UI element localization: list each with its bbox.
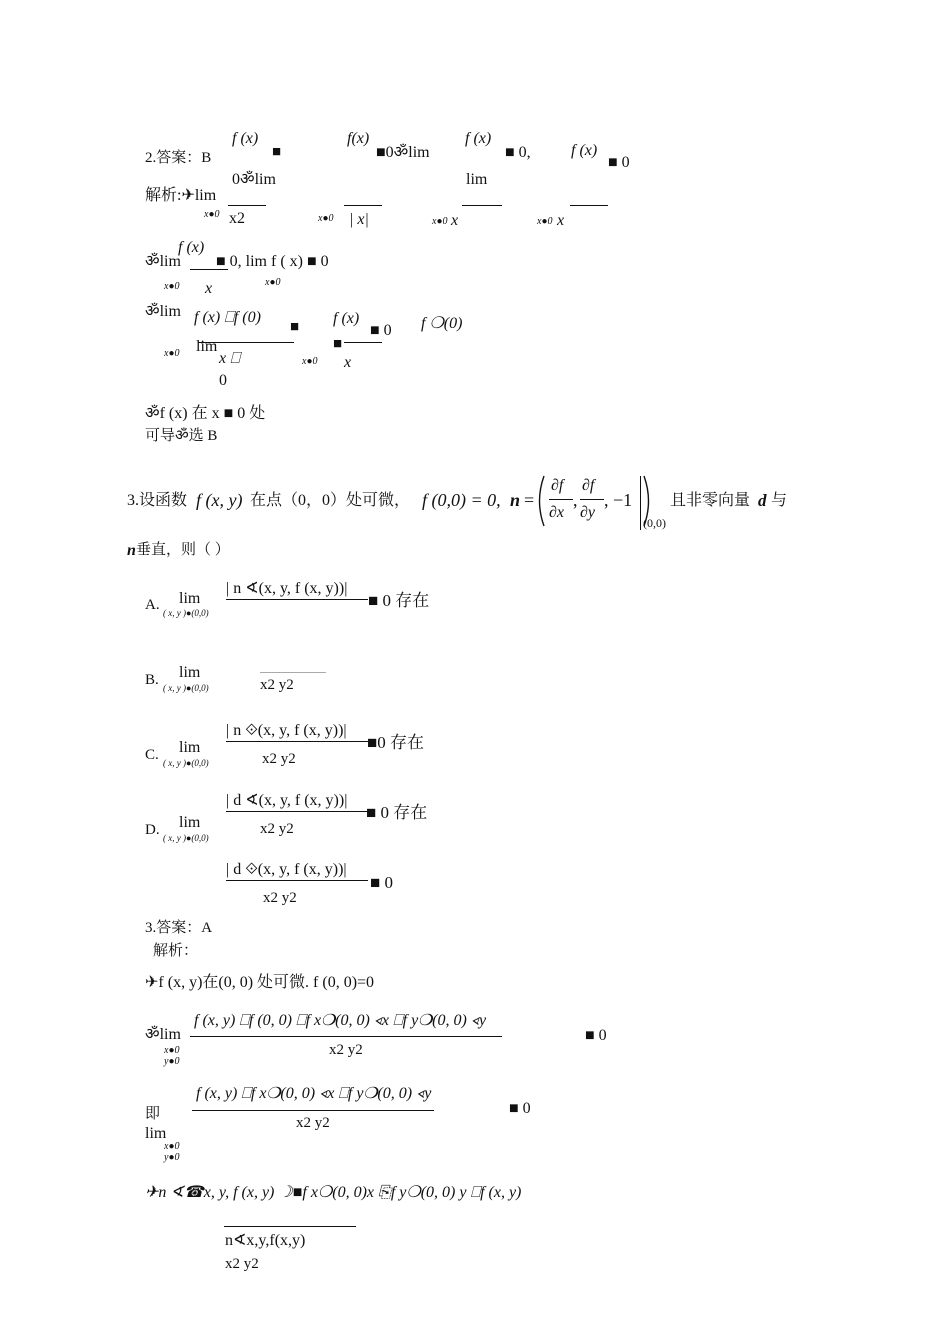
a2-fraction-bar-4	[570, 205, 608, 206]
a2-x3: x	[451, 212, 459, 229]
a2-fraction-bar-3	[462, 205, 502, 206]
q3-optD-label: D.	[145, 822, 160, 838]
a2-conclusion-2: 可导ॐ选 B	[145, 428, 218, 444]
a2-mid: ■0ॐlim	[376, 144, 430, 161]
q3-stem-cond: f (0,0) = 0,	[422, 490, 501, 510]
q3-optA-sub: ( x, y )●(0,0)	[163, 608, 209, 618]
a3-l3-lim: lim	[145, 1125, 167, 1142]
a2-r4-sub-1: x●0	[164, 281, 180, 292]
a2-conclusion-1: ॐf (x) 在 x ■ 0 处	[145, 405, 266, 422]
a2-r4-rest: ■ 0, lim f ( x) ■ 0	[216, 253, 329, 270]
a3-l3-den: x2 y2	[296, 1115, 330, 1131]
q3-optE-den: x2 y2	[263, 890, 297, 906]
q3-stem-c: 且非零向量	[670, 492, 751, 509]
a2-r5-bar-2	[344, 342, 382, 343]
q3-optA-label: A.	[145, 597, 160, 613]
a2-sub-3: x●0	[432, 216, 448, 227]
a2-x2: x2	[229, 210, 245, 227]
q3-stem-part1-bar	[549, 499, 573, 500]
a2-r5-lim: ॐlim	[145, 303, 181, 320]
q3-optA-num: | n ∢(x, y, f (x, y))|	[226, 580, 348, 597]
a3-l3-num: f (x, y) ⎕f x❍(0, 0) ∢x ⎕f y❍(0, 0) ∢y	[196, 1085, 432, 1102]
a2-r6-sub-1: x●0	[164, 348, 180, 359]
a2-r5-fx: f (x)	[333, 310, 360, 327]
a3-l3-ji: 即	[145, 1106, 161, 1122]
a3-line-4: ✈n ∢☎x, y, f (x, y) ☽■f x❍(0, 0)x ⎘f y❍(0, 0) y ⎕f (x, y)	[145, 1184, 522, 1201]
a2-r5-eq0: ■ 0	[370, 322, 392, 339]
a2-r6-sym: ■	[333, 336, 343, 352]
a2-eq0-c: ■ 0,	[505, 144, 531, 161]
q3-optD-lim: lim	[179, 814, 201, 831]
q3-stem-evalbar	[640, 476, 641, 530]
q3-optC-bar	[226, 741, 368, 742]
a3-l5-num: n∢x,y,f(x,y)	[225, 1232, 306, 1249]
q3-optB-den: x2 y2	[260, 677, 294, 693]
a2-title: 2.答案：B	[145, 150, 212, 166]
q3-stem-part1-num: ∂f	[551, 477, 564, 494]
a3-l5-bar	[224, 1226, 356, 1227]
q3-optA-bar	[226, 599, 368, 600]
q3-stem-at: (0,0)	[643, 516, 666, 530]
q3-optA-tail: ■ 0 存在	[368, 591, 430, 610]
a3-l3-bar	[192, 1110, 434, 1111]
q3-optD-bar	[226, 811, 368, 812]
a2-absx: | x|	[349, 211, 369, 228]
q3-optE-bar	[226, 880, 368, 881]
a3-l5-den: x2 y2	[225, 1256, 259, 1272]
a2-fx-2: f(x)	[347, 130, 370, 147]
q3-stem-line2-n: n	[127, 542, 136, 559]
q3-stem-n: n	[510, 490, 521, 510]
q3-optC-den: x2 y2	[262, 751, 296, 767]
a2-sub-1: x●0	[204, 209, 220, 220]
a2-r4-sub-2: x●0	[265, 277, 281, 288]
q3-optB-label: B.	[145, 672, 159, 688]
a3-l3-tail: ■ 0	[509, 1100, 531, 1117]
a3-l2-sub-1: x●0	[164, 1045, 180, 1056]
a2-fraction-bar-1	[228, 205, 266, 206]
a2-fx-4: f (x)	[571, 142, 598, 159]
a3-sub: 解析：	[153, 943, 199, 959]
q3-stem-eq: =	[524, 490, 535, 510]
q3-optD-sub: ( x, y )●(0,0)	[163, 833, 209, 843]
a3-l3-sub-2: y●0	[164, 1152, 180, 1163]
a3-l2-bar	[190, 1036, 502, 1037]
a3-title: 3.答案：A	[145, 920, 213, 936]
q3-optB-lim: lim	[179, 664, 201, 681]
q3-stem-a: 3.设函数	[127, 492, 188, 509]
q3-optD-num: | d ∢(x, y, f (x, y))|	[226, 792, 348, 809]
a2-x4: x	[557, 212, 565, 229]
a2-eq0-d: ■ 0	[608, 154, 630, 171]
a3-l2-sub-2: y●0	[164, 1056, 180, 1067]
q3-stem-part2-num: ∂f	[582, 477, 595, 494]
a2-r5-eq: ■	[290, 319, 300, 335]
q3-stem-fxy: f (x, y)	[196, 490, 243, 510]
a2-r4-x: x	[205, 280, 213, 297]
q3-optB-bar	[260, 672, 326, 673]
a2-r6-lim: lim	[196, 338, 218, 355]
q3-optE-tail: ■ 0	[370, 873, 394, 892]
a3-l2-tail: ■ 0	[585, 1027, 607, 1044]
q3-stem-comma: ,	[573, 490, 578, 510]
q3-optC-num: | n ⟐(x, y, f (x, y))|	[226, 722, 347, 739]
a2-r4-lim: ॐlim	[145, 253, 181, 270]
a2-lim-a: 0ॐlim	[232, 171, 276, 188]
a3-line-1: ✈f (x, y)在(0, 0) 处可微. f (0, 0)=0	[145, 974, 375, 991]
q3-optC-tail: ■0 存在	[367, 733, 425, 752]
q3-optD-den: x2 y2	[260, 821, 294, 837]
a2-fx-3: f (x)	[465, 130, 492, 147]
a2-analysis-label: 解析:✈lim	[145, 187, 217, 204]
a3-l2-den: x2 y2	[329, 1042, 363, 1058]
a2-r4-fx: f (x)	[178, 239, 205, 256]
a3-l3-sub-1: x●0	[164, 1141, 180, 1152]
q3-stem-d: d	[758, 491, 767, 510]
q3-stem-e: 与	[771, 492, 788, 509]
a2-r5-num: f (x) ⎕f (0)	[194, 309, 261, 326]
q3-stem-part1-den: ∂x	[549, 504, 565, 521]
q3-stem-line2: 垂直，则（ ）	[136, 542, 230, 558]
a2-r7-zero: 0	[219, 372, 227, 389]
q3-optA-lim: lim	[179, 590, 201, 607]
a2-r5-fprime: f ❍(0)	[421, 315, 463, 332]
q3-optC-label: C.	[145, 747, 159, 763]
a2-fraction-bar-2	[344, 205, 382, 206]
a2-lim-b: lim	[466, 171, 488, 188]
a2-r6-sub-2: x●0	[302, 356, 318, 367]
q3-optD-tail: ■ 0 存在	[366, 803, 428, 822]
a3-l2-lim: ॐlim	[145, 1026, 181, 1043]
q3-stem-neg1: , −1	[604, 490, 633, 510]
q3-optE-num: | d ⟐(x, y, f (x, y))|	[226, 861, 347, 878]
q3-stem-part2-bar	[580, 499, 604, 500]
a2-sub-2: x●0	[318, 213, 334, 224]
a2-r6-x: x	[344, 354, 352, 371]
q3-optC-sub: ( x, y )●(0,0)	[163, 758, 209, 768]
a2-sub-4: x●0	[537, 216, 553, 227]
q3-stem-part2-den: ∂y	[580, 504, 596, 521]
a2-r6-den: x ⎕	[219, 350, 240, 367]
q3-stem-b: 在点（0，0）处可微，	[250, 492, 411, 509]
q3-optB-sub: ( x, y )●(0,0)	[163, 683, 209, 693]
q3-optC-lim: lim	[179, 739, 201, 756]
a3-l2-num: f (x, y) ⎕f (0, 0) ⎕f x❍(0, 0) ∢x ⎕f y❍(0, 0) ∢y	[194, 1012, 487, 1029]
a2-sym-1: ■	[272, 144, 282, 160]
a2-fx-1: f (x)	[232, 130, 259, 147]
